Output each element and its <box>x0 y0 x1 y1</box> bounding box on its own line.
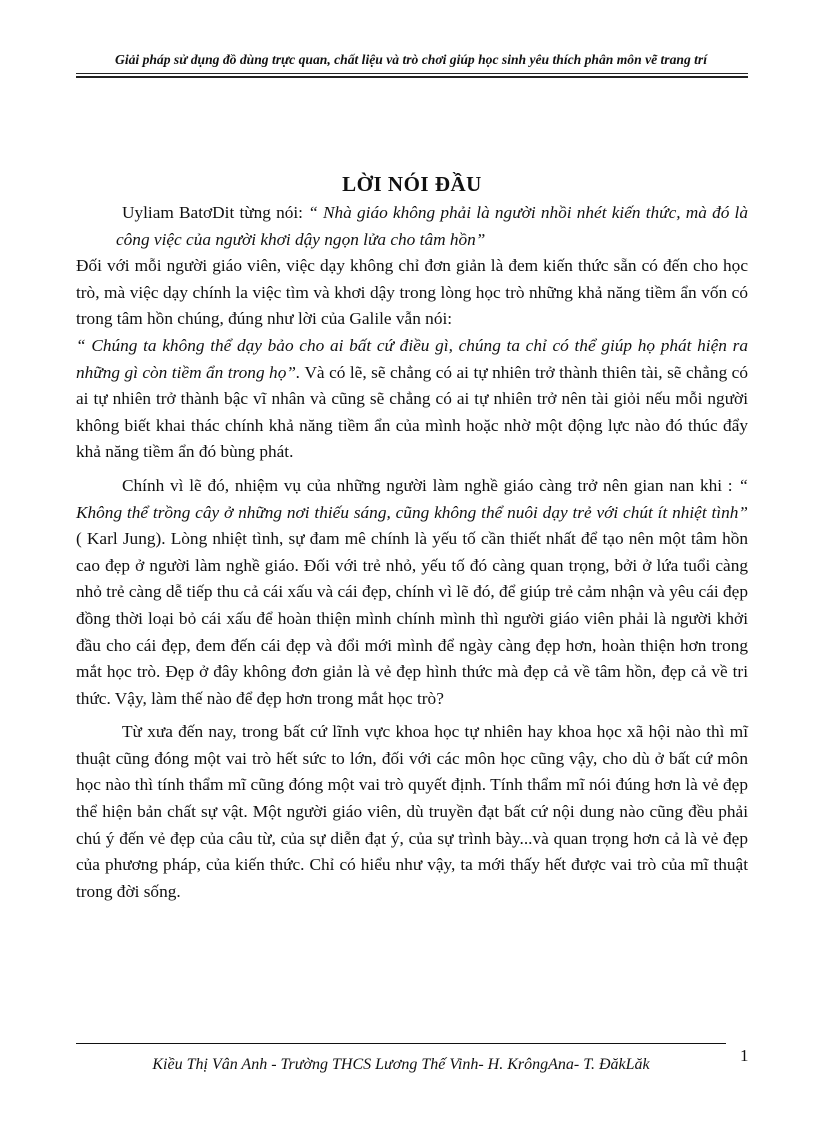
header-rule-thin <box>76 73 748 74</box>
paragraph-2: Đối với mỗi người giáo viên, việc dạy không chỉ đơn giản là đem kiến thức sẵn có đến cho học trò, mà việc dạy chính la việc tìm và khơi dậy trong lòng học trò những khả năng tiềm ẩn vốn có trong tâm hồn chúng, đúng như lời của Galile vẫn nói: <box>76 256 748 329</box>
paragraph-4-body: ( Karl Jung). Lòng nhiệt tình, sự đam mê chính là yếu tố cần thiết nhất để tạo nên một tâm hồn cao đẹp ở người làm nghề giáo. Đối với trẻ nhỏ, yếu tố đó càng quan trọng, bởi ở lứa tuổi càng nhỏ trẻ càng dễ tiếp thu cả cái xấu và cái đẹp, chính vì lẽ đó, để giúp trẻ cảm nhận và yêu cái đẹp đồng thời loại bỏ cái xấu để hoàn thiện mình chính mình thì người giáo viên phải là người khởi đầu cho cái đẹp, đem đến cái đẹp và đổi mới mình để ngày càng đẹp hơn, hoàn thiện hơn trong mắt học trò. Đẹp ở đây không đơn giản là vẻ đẹp hình thức mà đẹp cả về tâm hồn, đẹp cả về tri thức. Vậy, làm thế nào để đẹp hơn trong mắt học trò? <box>76 529 748 708</box>
body-text <box>76 200 748 905</box>
header-rule-thick <box>76 76 748 78</box>
paragraph-1-lead: Uyliam BatơDit từng nói: <box>122 203 309 222</box>
page-number: 1 <box>740 1046 749 1065</box>
footer-author: Kiều Thị Vân Anh - Trường THCS Lương Thế Vinh- H. KrôngAna- T. ĐăkLăk <box>152 1056 650 1073</box>
footer-rule <box>76 1043 726 1044</box>
paragraph-4-quote: “ Không thể trồng cây ở những nơi thiếu sáng, cũng không thể nuôi dạy trẻ với chút ít nhiệt tình” <box>76 475 748 522</box>
paragraph-4-lead: Chính vì lẽ đó, nhiệm vụ của những người làm nghề giáo càng trở nên gian nan khi : <box>122 475 739 495</box>
running-header-title: Giải pháp sử dụng đồ dùng trực quan, chất liệu và trò chơi giúp học sinh yêu thích phân môn vẽ trang trí <box>115 52 707 67</box>
paragraph-3-quote: “ Chúng ta không thể dạy bảo cho ai bất cứ điều gì, chúng ta chỉ có thể giúp họ phát hiện ra những gì còn tiềm ẩn trong họ”. <box>76 335 748 382</box>
page-title: LỜI NÓI ĐẦU <box>342 172 482 196</box>
paragraph-1 <box>116 200 748 253</box>
paragraph-3-body: Và có lẽ, sẽ chẳng có ai tự nhiên trở thành thiên tài, sẽ chẳng có ai tự nhiên trở thành bậc vĩ nhân và cũng sẽ chẳng có ai tự nhiên trở nên tài giỏi nếu mỗi người không biết khai thác chính khả năng tiềm ẩn của mình hoặc nhờ một động lực nào đó thúc đẩy khả năng tiềm ẩn đó bùng phát. <box>76 362 748 462</box>
paragraph-4 <box>76 473 748 712</box>
paragraph-5: Từ xưa đến nay, trong bất cứ lĩnh vực khoa học tự nhiên hay khoa học xã hội nào thì mĩ thuật cũng đóng một vai trò hết sức to lớn, đối với các môn học cũng vậy, cho dù ở bất cứ môn học nào thì tính thẩm mĩ cũng đóng một vai trò quyết định. Tính thẩm mĩ nói đúng hơn là vẻ đẹp thể hiện bản chất sự vật. Một người giáo viên, dù truyền đạt bất cứ nội dung nào cũng đều phải chú ý đến vẻ đẹp của câu từ, của sự diễn đạt ý, của sự trình bày...và quan trọng hơn cả là vẻ đẹp của phương pháp, của kiến thức. Chỉ có hiểu như vậy, ta mới thấy hết được vai trò của mĩ thuật trong đời sống. <box>76 722 748 901</box>
paragraph-1-quote: “ Nhà giáo không phải là người nhồi nhét kiến thức, mà đó là công việc của người khơi dậy ngọn lửa cho tâm hồn” <box>116 203 748 249</box>
paragraph-3 <box>76 333 748 466</box>
